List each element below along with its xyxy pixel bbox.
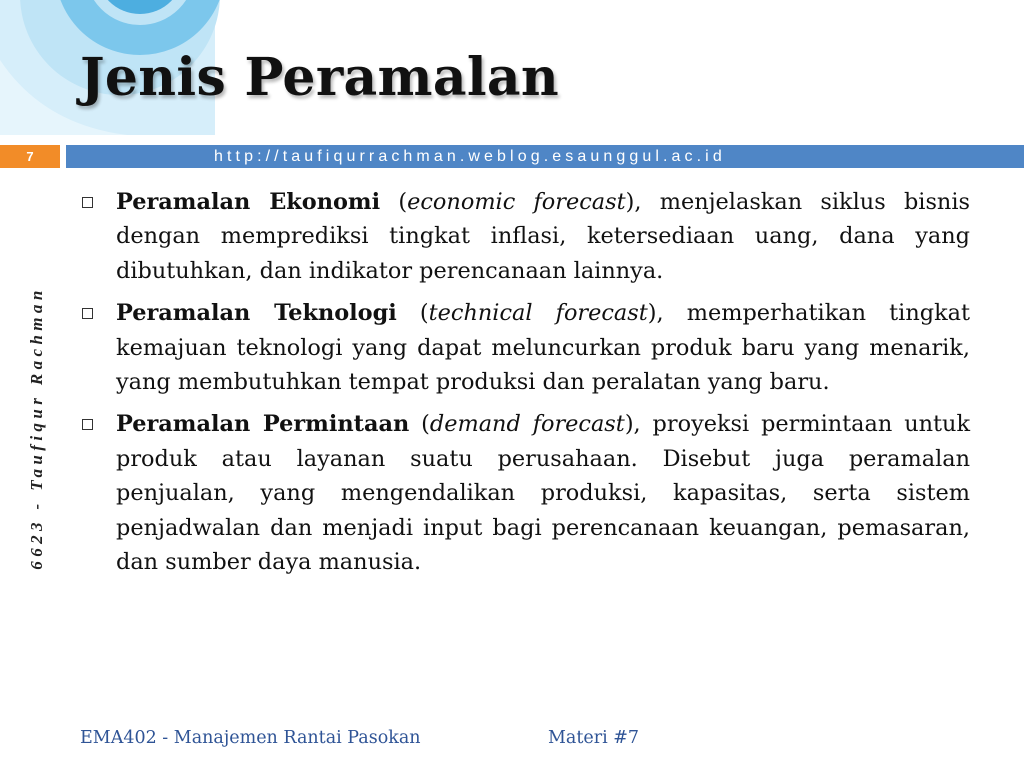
bullet-translation: technical forecast — [428, 300, 648, 327]
square-bullet-icon — [82, 197, 93, 208]
bullet-item-permintaan — [78, 407, 970, 579]
footer-course-label: EMA402 - Manajemen Rantai Pasokan — [80, 728, 421, 748]
bullet-item-ekonomi — [78, 185, 970, 288]
url-bar — [66, 145, 1024, 168]
square-bullet-icon — [82, 308, 93, 319]
bullet-paren-open: ( — [409, 411, 430, 438]
bullet-translation: demand forecast — [429, 411, 625, 438]
bullet-term: Peramalan Ekonomi — [116, 189, 381, 215]
vertical-author-label: 6623 - Taufiqur Rachman — [27, 286, 46, 570]
bullet-item-teknologi — [78, 296, 970, 399]
bullet-paren-open: ( — [396, 300, 429, 327]
bullet-description: ), menjelaskan siklus bisnis dengan memprediksi tingkat inflasi, ketersediaan uang, dana yang dibutuhkan, dan indikator perencanaan lainnya. — [116, 189, 971, 284]
bullet-list — [78, 185, 970, 587]
site-url: http://taufiqurrachman.weblog.esaunggul.ac.id — [214, 148, 726, 165]
bullet-description: ), memperhatikan tingkat kemajuan teknologi yang dapat meluncurkan produk baru yang menarik, yang membutuhkan tempat produksi dan peralatan yang baru. — [116, 300, 971, 396]
slide-title: Jenis Peramalan — [80, 47, 559, 108]
square-bullet-icon — [82, 419, 93, 430]
slide-number-badge: 7 — [0, 145, 60, 168]
bullet-term: Peramalan Permintaan — [116, 411, 410, 438]
bullet-paren-open: ( — [380, 189, 408, 215]
bullet-translation: economic forecast — [407, 189, 626, 215]
footer-materi-label: Materi #7 — [548, 728, 640, 748]
bullet-term: Peramalan Teknologi — [116, 300, 397, 327]
bullet-description: ), proyeksi permintaan untuk produk atau layanan suatu perusahaan. Disebut juga peramalan penjualan, yang mengendalikan produksi, kapasitas, serta sistem penjadwalan dan menjadi input bagi perencanaan keuangan, pemasaran, dan sumber daya manusia. — [116, 411, 971, 576]
